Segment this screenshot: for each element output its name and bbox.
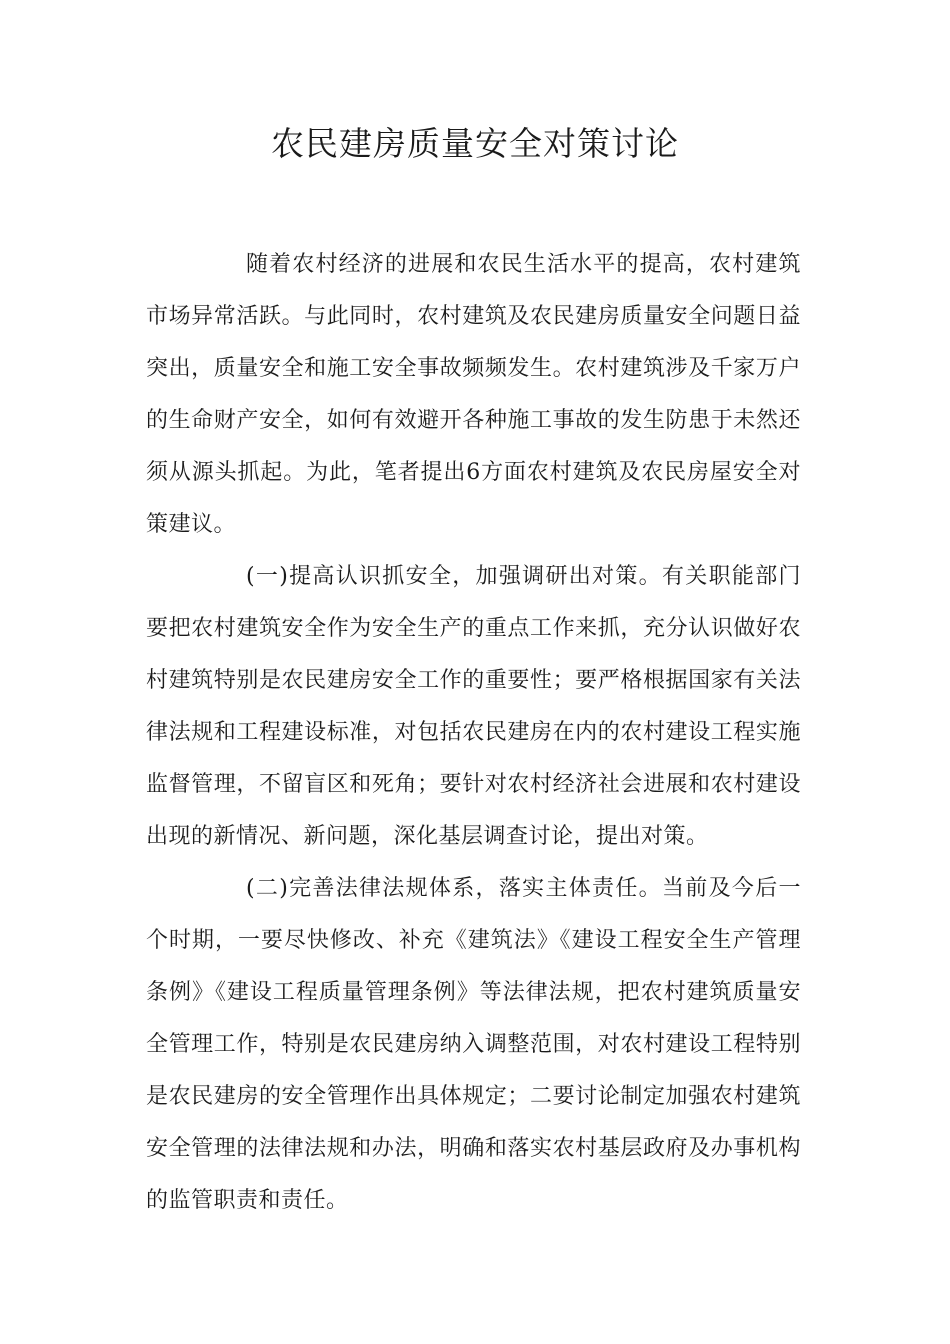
- paragraph-intro: 随着农村经济的进展和农民生活水平的提高，农村建筑市场异常活跃。与此同时，农村建筑及农民建房质量安全问题日益突出，质量安全和施工安全事故频频发生。农村建筑涉及千家万户的生命财产安全，如何有效避开各种施工事故的发生防患于未然还须从源头抓起。为此，笔者提出6方面农村建筑及农民房屋安全对策建议。: [146, 252, 801, 537]
- document-body: [146, 239, 801, 1227]
- document-title: 农民建房质量安全对策讨论: [271, 124, 679, 163]
- paragraph-section-1: (一)提高认识抓安全，加强调研出对策。有关职能部门要把农村建筑安全作为安全生产的重点工作来抓，充分认识做好农村建筑特别是农民建房安全工作的重要性；要严格根据国家有关法律法规和工程建设标准，对包括农民建房在内的农村建设工程实施监督管理，不留盲区和死角；要针对农村经济社会进展和农村建设出现的新情况、新问题，深化基层调查讨论，提出对策。: [146, 564, 801, 849]
- paragraph-section-2: (二)完善法律法规体系，落实主体责任。当前及今后一个时期，一要尽快修改、补充《建筑法》《建设工程安全生产管理条例》《建设工程质量管理条例》等法律法规，把农村建筑质量安全管理工作，特别是农民建房纳入调整范围，对农村建设工程特别是农民建房的安全管理作出具体规定；二要讨论制定加强农村建筑安全管理的法律法规和办法，明确和落实农村基层政府及办事机构的监管职责和责任。: [146, 876, 801, 1213]
